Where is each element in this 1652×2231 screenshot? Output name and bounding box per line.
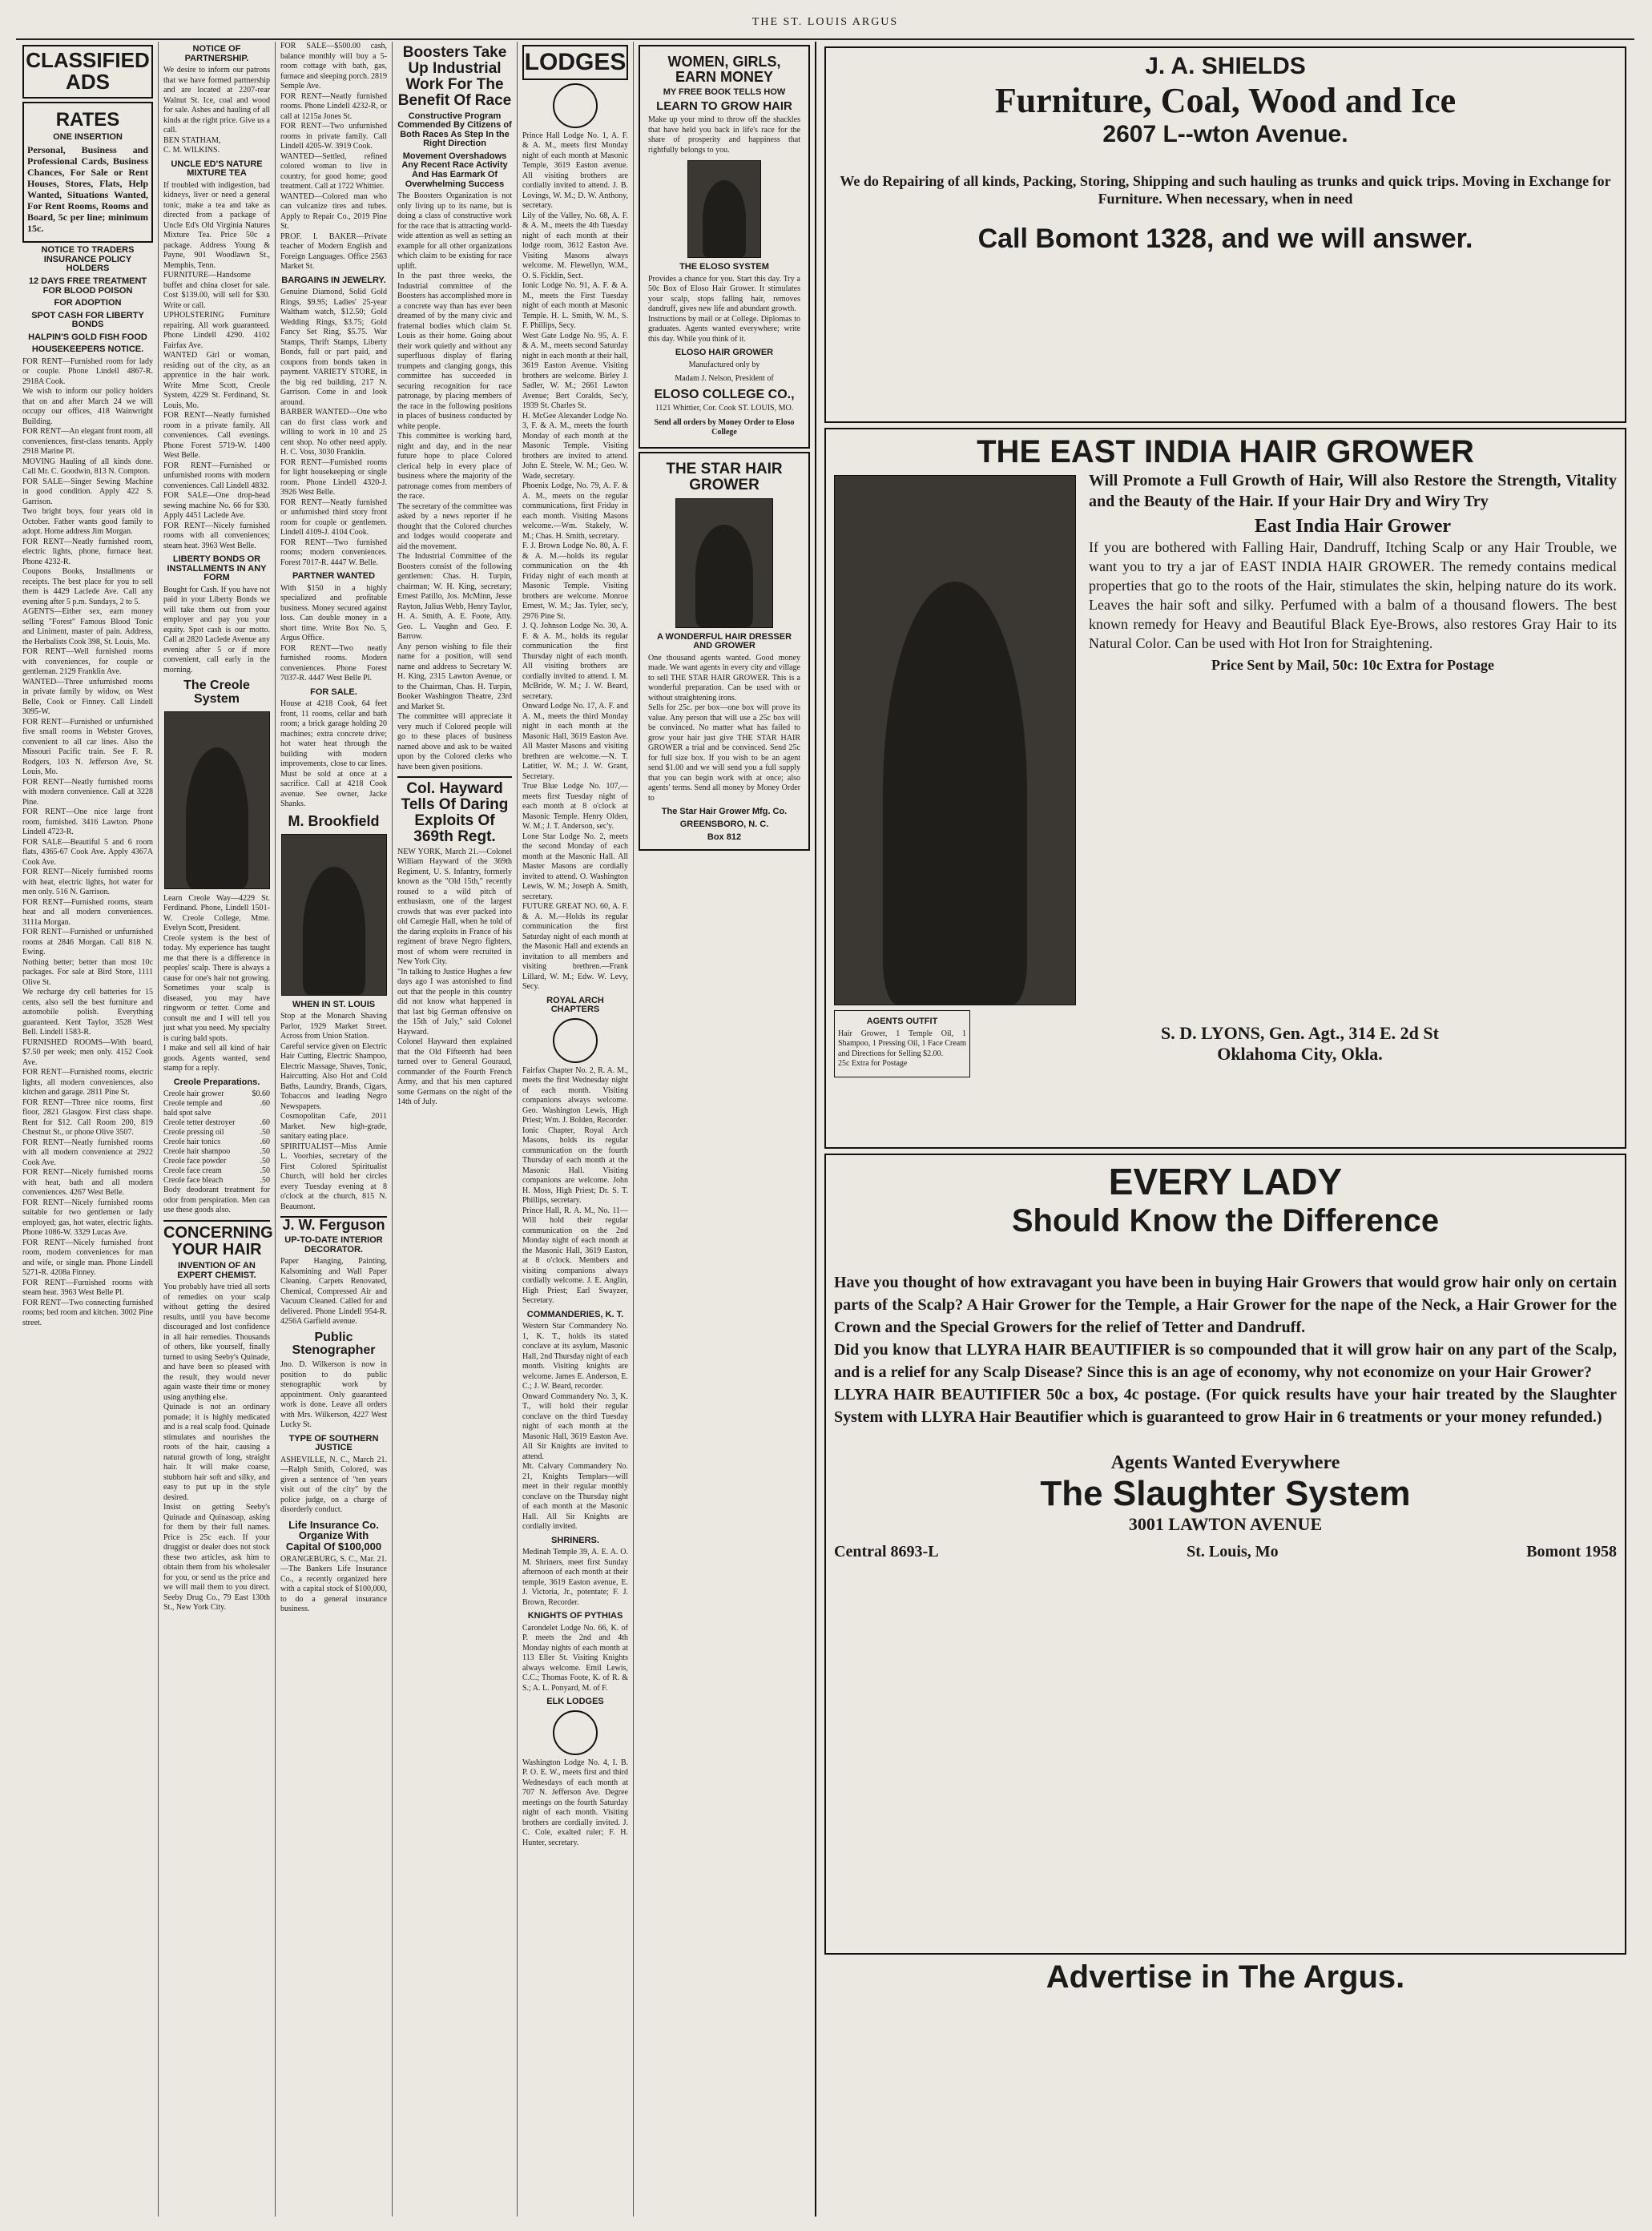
- east-india-agent: S. D. LYONS, Gen. Agt., 314 E. 2d St: [1161, 1022, 1439, 1043]
- gold-fish-heading: HALPIN'S GOLD FISH FOOD: [28, 332, 147, 342]
- price-row: [163, 1166, 270, 1176]
- eloso-ad-text2: Provides a chance for you. Start this day. Try a 50c Box of Eloso Hair Grower. It stimulates your scalp, stops falling hair, removes dandruff, gives new life and abundant growth. Instructions by mail or at College. Diplomas to graduates. Agents wanted everywhere; write this day. While you think of it.: [648, 274, 800, 344]
- price-item-price: .50: [260, 1176, 270, 1186]
- shields-name: J. A. SHIELDS: [1145, 53, 1306, 79]
- partnership-heading: NOTICE OF PARTNERSHIP.: [184, 44, 249, 63]
- liberty-bonds-heading: SPOT CASH FOR LIBERTY BONDS: [31, 310, 144, 330]
- partner-wanted-heading: PARTNER WANTED: [292, 571, 376, 582]
- agents-outfit-text: Hair Grower, 1 Temple Oil, 1 Shampoo, 1 Pressing Oil, 1 Face Cream and Directions for Selling $2.00. 25c Extra for Postage: [838, 1029, 966, 1069]
- commanderies-heading: COMMANDERIES, K. T.: [526, 1309, 624, 1319]
- hayward-article: NEW YORK, March 21.—Colonel William Hayward of the 369th Regiment, U. S. Infantry, formerly known as the "Old 15th," recently roused to a wild pitch of enthusiasm, one of the largest crowds that was ever packed into old Carnegie Hall, when he told of the daring exploits in France of his regiment of brave Negro fighters, most of whom were recruited in New York City. "In talking to Justice Hughes a few days ago I was astonished to find out that the people in this country did not know what happened in that last big German offensive on the 15th of July," said Colonel Hayward. Colonel Hayward then explained that the Old Fifteenth had been turned over to General Gouraud, commander of the Fourth French Army, and that his men captured some Germans on the night of the 14th of July.: [397, 847, 512, 1107]
- ferguson-text: Paper Hanging, Painting, Kalsomining and Wall Paper Cleaning. Carpets Renovated, Chemical, Compressed Air and Vacuum Cleaned. Called for and delivered. Phone Lindell 954-R. 4256A Garfield avenue.: [280, 1257, 387, 1327]
- southern-justice-heading: TYPE OF SOUTHERN JUSTICE: [288, 1433, 379, 1453]
- east-india-ad: [824, 428, 1626, 1149]
- royal-arch-heading: ROYAL ARCH CHAPTERS: [546, 995, 604, 1015]
- shields-address: 2607 L--wton Avenue.: [1102, 121, 1348, 147]
- classified-listings: FOR RENT—Furnished room for lady or couple. Phone Lindell 4867-R. 2918A Cook. We wish to inform our policy holders that on and after March 24 we will occupy our offices, 418 Wainwright Building. FOR RENT—An elegant front room, all conveniences, first-class tenants. Apply 2918 Marine Pl. MOVING Hauling of all kinds done. Call Mr. C. Goodwin, 813 N. Compton. FOR SALE—Singer Sewing Machine in good condition. Apply 422 S. Garrison. Two bright boys, four years old in October. Father wants good family to adopt. Home address Jim Morgan. FOR RENT—Neatly furnished room, electric lights, phone, furnace heat. Phone 4232-R. Coupons Books, Installments or receipts. The best place for you to sell them is 4429 Laclede Ave. Call any evening after 5 p.m. Sundays, 2 to 5. AGENTS—Either sex, earn money selling "Forest" Famous Blood Tonic and Liniment, master of pain. Address, the Herbalists Cook 398, St. Louis, Mo. FOR RENT—Well furnished rooms with conveniences, for couple or gentleman. 2129 Franklin Ave. WANTED—Three unfurnished rooms in private family by widow, on West Belle, Cook or Finney. Call Lindell 3095-W. FOR RENT—Furnished or unfurnished five small rooms in Webster Groves, convenient to all car lines. Also the Missouri Pacific train. See F. R. Rodgers, 103 N. Jefferson Ave, St. Louis, Mo. FOR RENT—Neatly furnished rooms with modern convenience. Call at 3228 Pine. FOR RENT—One nice large front room, furnished. 3416 Lawton. Phone Lindell 4723-R. FOR SALE—Beautiful 5 and 6 room flats, 4365-67 Cook Ave. Apply 4367A Cook Ave. FOR RENT—Nicely furnished rooms with heat, electric lights, hot water for men only. 516 N. Garrison. FOR RENT—Furnished rooms, steam heat and all modern conveniences. 3111a Morgan. FOR RENT—Furnished or unfurnished rooms at 2846 Morgan. Call 818 N. Ewing. Nothing better; better than most 10c packages. For sale at Bird Store, 1111 Olive St. We recharge dry cell batteries for 15 cents, also sell the best furniture and automobile polish. Everything guaranteed. Kent Taylor, 3528 West Bell. Lindell 1583-R. FURNISHED ROOMS—With board, $7.50 per week; men only. 4152 Cook Ave. FOR RENT—Furnished rooms, electric lights, all modern conveniences, also kitchen and garage. 2811 Pine St. FOR RENT—Three nice rooms, first floor, 2821 Glasgow. First class shape. Rent for $12. Call Room 200, 819 Chestnut St., or phone Olive 3507. FOR RENT—Neatly furnished rooms with all modern convenience at 2922 Cook Ave. FOR RENT—Nicely furnished rooms with heat, bath and all modern conveniences. 4267 West Belle. FOR RENT—Nicely furnished rooms suitable for two gentlemen or lady employed; gas, hot water, electric lights. Phone 1086-W. 3329 Lucas Ave. FOR RENT—Nicely furnished front room, modern conveniences for man and wife, or single man. Phone Lindell 5271-R. 4208a Finney. FOR RENT—Furnished rooms with steam heat. 3963 West Belle Pl. FOR RENT—Two connecting furnished rooms; bed room and kitchen. 3002 Pine street.: [22, 356, 153, 1327]
- star-ad-title: THE STAR HAIR GROWER: [666, 460, 783, 493]
- eloso-orders: Send all orders by Money Order to Eloso College: [654, 417, 795, 437]
- slaughter-city: St. Louis, Mo: [1187, 1543, 1279, 1560]
- price-item-name: Creole temple and bald spot salve: [163, 1099, 223, 1118]
- movement-subheadline: Movement Overshadows Any Recent Race Activity And Has Earmark Of Overwhelming Success: [401, 151, 508, 189]
- brookfield-heading: M. Brookfield: [288, 812, 380, 829]
- elk-head-icon: [553, 1710, 598, 1755]
- every-lady-subtitle: Should Know the Difference: [1011, 1203, 1440, 1238]
- price-item-price: .50: [260, 1157, 270, 1166]
- lodges-listing: Prince Hall Lodge No. 1, A. F. & A. M., meets first Monday night of each month at Masonic Temple, 3619 Easton avenue. All visiting brothers are cordially invited to attend. J. B. Lovings, W. M.; D. W. Anthony, secretary. Lily of the Valley, No. 68, A. F. & A. M., meets the 4th Tuesday night of each month at their lodge room, 3612 Easton Ave. Visiting Masons always welcome. M. Flewellyn, W.M., O. S. Ficklin, Sect. Ionic Lodge No. 91, A. F. & A. M., meets the First Tuesday night of each month at Masonic Temple. H. L. Smith, W. M., S. F. Phillips, Secy. West Gate Lodge No. 95, A. F. & A. M., meets second Saturday night in each month at their hall, 3619 Easton Avenue. Visiting brothers are welcome. Birley J. Sadler, W. M.; 2661 Lawton Avenue; Bert Coralds, Sec'y, 1939 St. Charles St. H. McGee Alexander Lodge No. 3, F. & A. M., meets the fourth Monday of each month at the Masonic Temple. Visiting brothers are invited to attend. John E. Steele, W. M.; Geo. W. Wade, secretary. Phoenix Lodge, No. 79, A. F. & A. M., meets on the regular communications, first Friday in each month. Visiting Masons welcome.—Wm. Stakely, W. M.; Chas. H. Smith, secretary. F. J. Brown Lodge No. 80, A. F. & A. M.—holds its regular communication on the 4th Friday night of each month at Masonic Temple. Visiting brothers are welcome. Monroe Ernest, W. M.; Jas. Tyler, sec'y, 2976 Pine St. J. Q. Johnson Lodge No. 30, A. F. & A. M., holds its regular communication the first Thursday night of each month. All visiting brothers are cordially invited to attend. I. M. McBride, W. M.; J. W. Beard, secretary. Onward Lodge No. 17, A. F. and A. M., meets the third Monday night in each month at the Masonic Hall, 3619 Easton Ave. All Master Masons and visiting brethren are welcome.—N. T. Latitier, W. M.; J. W. Grant, Secretary. True Blue Lodge No. 107,—meets first Tuesday night of each month at 8 o'clock at Masonic Temple. Henry Olden, W. M.; J. T. Anderson, sec'y. Lone Star Lodge No. 2, meets the second Monday of each month at the Masonic Hall. All Master Masons are cordially invited to attend. O. Washington Lewis, W. M.; Joseph A. Smith, secretary. FUTURE GREAT NO. 60, A. F. & A. M.—Holds its regular communication the first Saturday night of each month at the Masonic Hall and extends an invitation to all members and visiting brethren.—Frank Lillard, W. M.; Edw. W. Levy, Secy.: [522, 131, 628, 991]
- price-item-price: .60: [260, 1099, 270, 1109]
- column-3: [276, 42, 393, 2217]
- creole-price-list: [163, 1089, 270, 1186]
- star-ad-text: One thousand agents wanted. Good money made. We want agents in every city and village to sell THE STAR HAIR GROWER. This is a wonderful preparation. Can be used with or without straightening irons. Sells for 25c. per box—one box will prove its value. Any person that will use a 25c box will be convinced. No matter what has failed to grow your hair just give THE STAR HAIR GROWER a trial and be convinced. Send 25c for full size box. If you wish to be an agent send $1.00 and we will send you a full supply that you can begin work with at once; also agents' terms. Send all money by Money Order to: [648, 653, 800, 803]
- partner-wanted-text: With $150 in a highly specialized and profitable business. Money secured against loss. Can double money in a short time. Write Box No. 5, Argus Office. FOR RENT—Two neatly furnished rooms. Modern conveniences. Phone Forest 7037-R. 4447 West Belle Pl.: [280, 583, 387, 683]
- price-item-price: .60: [260, 1118, 270, 1128]
- price-item-price: .50: [260, 1128, 270, 1138]
- blood-poison-heading: 12 DAYS FREE TREATMENT FOR BLOOD POISON: [28, 276, 147, 296]
- column-7-wide-ads: [816, 42, 1634, 2217]
- boosters-article: The Boosters Organization is not only living up to its name, but is doing a class of constructive work for the race that is attracting world-wide attention as well as setting an example for all other organizations which claim to be existing for race uplift. In the past three weeks, the Industrial committee of the Boosters has accomplished more in a concrete way than has ever been dreamed of by the many civic and fraternal bodies which claim St. Louis as their home. Going about their work quietly and without any superfluous display of flaring trumpets and clanging gongs, this committee has succeeded in securing recognition for race patronage, by placing members of the race in the following positions in places of business conducted by white people. This committee is working hard, night and day, and in the near future hope to place Colored clerical help in every place of business where the majority of the patronage comes from members of the race. The secretary of the committee was asked by a news reporter if he thought that the Colored churches and lodges would cooperate and aid the movement. The Industrial Committee of the Boosters consist of the following gentlemen: Chas. H. Turpin, chairman; W. H. King, secretary; Ernest Patillo, Jos. McMinn, Jesse Rayton, Julius Webb, Henry Taylor, H. A. Smith, A. E. Foote, Atty. Geo. L. Vaughn and Geo. F. Barrow. Any person wishing to file their name for a position, will send name and address to Secretary W. H. King, 2315 Lawton Avenue, or to the Chairman, Chas. H. Turpin, Booker Washington Theatre, 23rd and Market St. The committee will appreciate it very much if Colored people will go to these places of business named above and ask to be waited upon by the Colored clerks who have been given positions.: [397, 191, 512, 771]
- ferguson-heading: J. W. Ferguson: [280, 1216, 387, 1233]
- price-row: [163, 1157, 270, 1166]
- adoption-heading: FOR ADOPTION: [54, 298, 122, 308]
- creole-preparations-heading: Creole Preparations.: [173, 1077, 260, 1087]
- star-ad-mfg: The Star Hair Grower Mfg. Co.: [661, 807, 788, 817]
- eloso-ad-title: WOMEN, GIRLS, EARN MONEY: [667, 54, 781, 85]
- column-classified: [18, 42, 159, 2217]
- price-row: [163, 1089, 270, 1099]
- eloso-ad-learn: LEARN TO GROW HAIR: [656, 99, 792, 114]
- ferguson-subheading: UP-TO-DATE INTERIOR DECORATOR.: [284, 1234, 383, 1254]
- price-item-name: Creole tetter destroyer: [163, 1118, 236, 1128]
- stenographer-text: Jno. D. Wilkerson is now in position to do public stenographic work by appointment. Only guaranteed work is done. Leave all orders with Mrs. Wilkerson, 4227 West Lucky St.: [280, 1360, 387, 1430]
- shields-text: We do Repairing of all kinds, Packing, Storing, Shipping and such hauling as trunks and quick trips. Moving in Exchange for Furniture. When necessary, when in need: [840, 173, 1611, 207]
- eloso-grower-heading: ELOSO HAIR GROWER: [675, 348, 774, 358]
- east-india-name: East India Hair Grower: [1254, 516, 1452, 537]
- price-row: [163, 1147, 270, 1157]
- east-india-price: Price Sent by Mail, 50c: 10c Extra for Postage: [1211, 657, 1495, 673]
- price-item-name: Creole face powder: [163, 1157, 227, 1166]
- price-row: [163, 1099, 270, 1118]
- masonic-emblem-icon: [553, 83, 598, 128]
- for-sale-heading: FOR SALE.: [310, 687, 357, 697]
- lodges-title: LODGES: [522, 45, 628, 80]
- hayward-headline: Col. Hayward Tells Of Daring Exploits Of 369th Regt.: [397, 776, 512, 845]
- eloso-portrait-photo: [687, 160, 761, 258]
- liberty-heading: LIBERTY BONDS OR INSTALLMENTS IN ANY FORM: [167, 554, 267, 583]
- pythias-heading: KNIGHTS OF PYTHIAS: [527, 1611, 623, 1621]
- price-row: [163, 1138, 270, 1147]
- slaughter-address: 3001 LAWTON AVENUE: [1128, 1514, 1323, 1534]
- housekeepers-heading: HOUSEKEEPERS NOTICE.: [31, 344, 144, 355]
- boosters-subheadline: Constructive Program Commended By Citizens of Both Races As Step In the Right Direction: [397, 111, 512, 149]
- shields-title: Furniture, Coal, Wood and Ice: [994, 81, 1457, 120]
- column-lodges: [518, 42, 634, 2217]
- royal-arch-listing: Fairfax Chapter No. 2, R. A. M., meets the first Wednesday night of each month. Visiting companions always welcome. Geo. Washington Lewis, High Priest; Wm. J. Bolden, Recorder. Ionic Chapter, Royal Arch Masons, holds its regular communication on the fourth Thursday of each month at the Masonic Hall. Visiting companions are welcome. John H. Moss, High Priest; Dr. S. T. Phillips, secretary. Prince Hall, R. A. M., No. 11—Will hold their regular communication on the 2nd Monday night of each month at the Masonic Hall, 3619 Easton, at 8 o'clock. Members and visiting companions always cordially welcome. J. E. Anglin, High Priest; Earl Swayzer, Secretary.: [522, 1065, 628, 1306]
- eloso-ad-text: Make up your mind to throw off the shackles that have held you back in life's race for the share of prosperity and happiness that rightfully belongs to you.: [648, 115, 800, 155]
- east-india-title: THE EAST INDIA HAIR GROWER: [977, 434, 1474, 469]
- price-item-name: Creole hair shampoo: [163, 1147, 231, 1157]
- eloso-ad: [639, 45, 810, 449]
- insurance-heading: NOTICE TO TRADERS INSURANCE POLICY HOLDERS: [41, 245, 135, 274]
- creole-text: Learn Creole Way—4229 St. Ferdinand. Phone, Lindell 1501-W. Creole College, Mme. Evelyn Scott, President. Creole system is the best of today. My experience has taught me that there is a difference in peoples' scalp. There is always a cause for one's hair not growing. Sometimes your scalp is diseased, you may have ringworm or tetter. Come and consult me and I will tell you just what you need. My specialty is curing bald spots. I make and sell all kind of hair goods. Agents wanted, send stamp for a reply.: [163, 893, 270, 1073]
- rates-title: RATES: [55, 108, 120, 131]
- east-india-city: Oklahoma City, Okla.: [1217, 1043, 1383, 1064]
- eloso-ad-subtitle: MY FREE BOOK TELLS HOW: [663, 87, 786, 97]
- star-ad-city: GREENSBORO, N. C.: [679, 819, 769, 829]
- price-item-price: .60: [260, 1138, 270, 1147]
- jewelry-text: Genuine Diamond, Solid Gold Rings, $9.95; Ladies' 25-year Waltham watch, $12.50; Gold Wedding Rings, $3.75; Gold Fancy Set Ring, $5.75. War Stamps, Thrift Stamps, Liberty Bonds, full or part paid, and coupons from bonds taken in payment. VARIETY STORE, in the big red building, 217 N. Garrison. Come in and look around. BARBER WANTED—One who can do first class work and willing to work in 10 and 25 cent shop. No other need apply. H. C. Voss, 3030 Franklin. FOR RENT—Furnished rooms for light housekeeping or single room. Phone Lindell 4320-J. 3926 West Belle. FOR RENT—Neatly furnished or unfurnished third story front room for couple or gentlemen. Lindell 4109-J. 4104 Cook. FOR RENT—Two furnished rooms; modern conveniences. Forest 7017-R. 4447 W. Belle.: [280, 288, 387, 567]
- southern-justice-text: ASHEVILLE, N. C., March 21.—Ralph Smith, Colored, was given a sentence of "ten years visit out of the city" by the police judge, on a charge of disorderly conduct.: [280, 1455, 387, 1515]
- price-item-price: .50: [260, 1147, 270, 1157]
- price-row: [163, 1128, 270, 1138]
- col3-listings: FOR SALE—$500.00 cash, balance monthly will buy a 5-room cottage with bath, gas, furnace and sleeping porch. 2819 Semple Ave. FOR RENT—Neatly furnished rooms. Phone Lindell 4232-R, or call at 1215a Jones St. FOR RENT—Two unfurnished rooms in private family. Call Lindell 4205-W. 3919 Cook. WANTED—Settled, refined colored woman to live in country, for good home; good treatment. Call at 1722 Whittier. WANTED—Colored man who can vulcanize tires and tubes. Apply to Repair Co., 2019 Pine St. PROF. I. BAKER—Private teacher of Modern English and Foreign Languages. Office 2563 Market St.: [280, 42, 388, 271]
- concerning-hair-text: You probably have tried all sorts of remedies on your scalp without getting the desired results, until you have become discouraged and lost confidence in all hair remedies. Thousands of others, like yourself, finally turned to using Seeby's Quinade, and have been so pleased with the result, they would never again waste their time or money using anything else. Quinade is not an ordinary pomade; it is highly medicated and is a real scalp food. Quinade stimulates and nourishes the roots of the hair, causing a natural growth of long, straight hair. It will make coarse, stubborn hair soft and silky, and easy to put up in the style desired. Insist on getting Seeby's Quinade and Quinasoap, asking for them by their full names. Price is 25c each. If your druggist or dealer does not stock these two articles, ask him to obtain them from his wholesaler for you, or send us the price and we will mail them to you direct. Seeby Drug Co., 79 East 130th St., New York City.: [163, 1283, 270, 1613]
- east-india-silhouette-photo: [834, 475, 1076, 1005]
- keystone-emblem-icon: [553, 1018, 598, 1063]
- price-item-name: Creole hair grower: [163, 1089, 224, 1099]
- eloso-manufactured: Manufactured only by: [688, 360, 760, 369]
- price-item-name: Creole face cream: [163, 1166, 222, 1176]
- rates-text: Personal, Business and Professional Cards, Business Chances, For Sale or Rent Houses, Stores, Flats, Help Wanted, Situations Wanted, For Rent Rooms, Rooms and Board, 5c per line; minimum 15c.: [27, 144, 148, 235]
- star-ad-box: Box 812: [707, 832, 742, 842]
- creole-portrait-photo: [164, 711, 270, 889]
- classified-title: CLASSIFIED ADS: [22, 45, 153, 99]
- insurance-co-text: ORANGEBURG, S. C., Mar. 21.—The Bankers Life Insurance Co., a recently organized here with a capital stock of $100,000, to do a general insurance business.: [280, 1554, 387, 1614]
- eloso-president: Madam J. Nelson, President of: [675, 374, 774, 384]
- partnership-text: We desire to inform our patrons that we have formed partnership and are located at 2207-rear Walnut St. Ice, coal and wood for sale. Ashes and hauling of all kinds at the right price. Give us a call. BEN STATHAM, C. M. WILKINS.: [163, 66, 270, 155]
- shields-ad: [824, 46, 1626, 423]
- star-ad-subtitle: A WONDERFUL HAIR DRESSER AND GROWER: [656, 631, 792, 651]
- boosters-headline: Boosters Take Up Industrial Work For The Benefit Of Race: [397, 44, 512, 109]
- slaughter-phone-bomont: Bomont 1958: [1526, 1543, 1617, 1560]
- slaughter-system: The Slaughter System: [1040, 1474, 1411, 1513]
- east-india-text2: If you are bothered with Falling Hair, Dandruff, Itching Scalp or any Hair Trouble, we want you to try a jar of EAST INDIA HAIR GROWER. The remedy contains medical properties that go to the roots of the Hair, stimulates the skin, helping nature do its work. Leaves the hair soft and silky. Perfumed with a balm of a thousand flowers. The best known remedy for Heavy and Beautiful Black Eye-Brows, also restores Gray Hair to its Natural Color. Can be used with Hot Iron for Straightening.: [1089, 539, 1617, 651]
- column-4: [393, 42, 518, 2217]
- slaughter-phone-central: Central 8693-L: [834, 1543, 939, 1560]
- elk-heading: ELK LODGES: [546, 1697, 604, 1707]
- price-item-name: Creole hair tonics: [163, 1138, 221, 1147]
- masthead: THE ST. LOUIS ARGUS: [16, 16, 1634, 40]
- column-2: [159, 42, 276, 2217]
- for-sale-text: House at 4218 Cook, 64 feet front, 11 rooms, cellar and bath room; a brick garage holding 20 machines; extra concrete drive; hot water heat through the building with modern improvements, close to car lines. Must be sold at once at a sacrifice. Call at 4218 Cook avenue. See owner, Jacke Shanks.: [280, 699, 387, 809]
- star-hair-grower-ad: [639, 452, 810, 851]
- eloso-system-heading: THE ELOSO SYSTEM: [679, 262, 769, 272]
- every-lady-title: EVERY LADY: [1108, 1161, 1343, 1202]
- rates-box: [22, 102, 153, 244]
- jewelry-heading: BARGAINS IN JEWELRY.: [281, 275, 386, 285]
- eloso-address: 1121 Whittier, Cor. Cook ST. LOUIS, MO.: [655, 404, 794, 413]
- brookfield-portrait-photo: [281, 834, 387, 996]
- price-item-name: Creole pressing oil: [163, 1128, 224, 1138]
- price-item-name: Creole face bleach: [163, 1176, 224, 1186]
- rates-subtitle: ONE INSERTION: [53, 131, 123, 142]
- star-ad-silhouette-photo: [675, 498, 773, 628]
- liberty-text: Bought for Cash. If you have not paid in your Liberty Bonds we will take them out from your employer and pay you your equity. Spot cash is our motto. Call at 2820 Laclede Avenue any evening after 5 or if more convenient, call early in the morning.: [163, 585, 270, 675]
- invention-heading: INVENTION OF AN EXPERT CHEMIST.: [177, 1260, 256, 1280]
- price-row: [163, 1176, 270, 1186]
- shriners-listing: Medinah Temple 39, A. E. A. O. M. Shriners, meet first Sunday afternoon of each month at their temple, 3619 Easton avenue, E. J. Victoria, Jr., potentate; F. J. Brown, Recorder.: [522, 1548, 628, 1607]
- brookfield-text: Stop at the Monarch Shaving Parlor, 1929 Market Street. Across from Union Station. Careful service given on Electric Hair Cutting, Electric Shampoo, Electric Massage, Shaves, Tonic, Haircutting. Also Hot and Cold Baths, Laundry, Brands, Cigars, Tobaccos and leading Negro Newspapers. Cosmopolitan Cafe, 2011 Market. New high-grade, sanitary eating place. SPIRITUALIST—Miss Annie L. Voorhies, secretary of the First Colored Spiritualist Church, will hold her circles every Tuesday evening at 8 o'clock at the church, 815 N. Beaumont.: [280, 1012, 387, 1211]
- price-item-price: .50: [260, 1166, 270, 1176]
- when-in-st-louis-heading: WHEN IN ST. LOUIS: [292, 999, 376, 1009]
- every-lady-ad: [824, 1154, 1626, 1955]
- pythias-listing: Carondelet Lodge No. 66, K. of P. meets the 2nd and 4th Monday nights of each month at 113 Eller St. Visiting Knights always welcome. Emil Lewis, C.C.; Thomas Foote, K. of R. & S.; A. L. Ponyard, M. of F.: [522, 1623, 628, 1693]
- insurance-co-heading: Life Insurance Co. Organize With Capital Of $100,000: [285, 1518, 382, 1553]
- tea-text: If troubled with indigestion, bad kidneys, liver or need a general tonic, make a tea and take as directed from a package of Uncle Ed's Old Virginia Natures Mixture Tea. Price 50c a package. Address Young & Payne, 901 Woodlawn St., Memphis, Tenn. FURNITURE—Handsome buffet and china closet for sale. Cost $139.00, will sell for $30. Write or call. UPHOLSTERING Furniture repairing. All work guaranteed. Phone Lindell 4290. 4102 Fairfax Ave. WANTED Girl or woman, residing out of the city, as an apprentice in the hair work. Write Mme Scott, Creole System, 4229 St. Ferdinand, St. Louis, Mo. FOR RENT—Neatly furnished room in a private family. All conveniences. Call evenings. Phone Forest 5719-W. 1400 West Belle. FOR RENT—Furnished or unfurnished rooms with modern conveniences. Call Lindell 4832. FOR SALE—One drop-head sewing machine No. 66 for $30. Apply 4451 Laclede Ave. FOR RENT—Nicely furnished rooms with all conveniences; steam heat. 3963 West Belle.: [163, 180, 270, 550]
- tea-heading: UNCLE ED'S NATURE MIXTURE TEA: [171, 159, 263, 179]
- creole-heading: The Creole System: [183, 679, 250, 707]
- shriners-heading: SHRINERS.: [551, 1535, 599, 1545]
- price-row: [163, 1118, 270, 1128]
- concerning-hair-heading: CONCERNING YOUR HAIR: [163, 1220, 270, 1258]
- every-lady-text: Have you thought of how extravagant you have been in buying Hair Growers that would grow hair only on certain parts of the Scalp? A Hair Grower for the Temple, a Hair Grower for the nape of the Neck, a Hair Grower for the Crown and the Special Growers for the relief of Tetter and Dandruff. Did you know that LLYRA HAIR BEAUTIFIER is so compounded that it will grow hair on any part of the Scalp, and is a relief for any Scalp Disease? Since this is an age of economy, why not economize on your Hair Grower? LLYRA HAIR BEAUTIFIER 50c a box, 4c postage. (For quick results have your hair treated by the Slaughter System with LLYRA Hair Beautifier which is guaranteed to grow Hair in 6 treatments or your money refunded.): [834, 1274, 1617, 1426]
- east-india-text: Will Promote a Full Growth of Hair, Will also Restore the Strength, Vitality and the Beauty of the Hair. If your Hair Dry and Wiry Try: [1089, 472, 1617, 510]
- agents-wanted: Agents Wanted Everywhere: [1110, 1452, 1340, 1473]
- commanderies-listing: Western Star Commandery No. 1, K. T., holds its stated conclave at its asylum, Masonic Hall, 2nd Thursday night of each month. Visiting knights are welcome. James E. Anderson, E. C.; J. W. Beard, recorder. Onward Commandery No. 3, K. T., will hold their regular conclave on the third Tuesday night of each month at the Masonic Hall, 3619 Easton Ave. All Sir Knights are invited to attend. Mt. Calvary Commandery No. 21, Knights Templars—will meet in their regular monthly conclave on the Thursday night of each month at the Masonic Hall. All Sir Knights are cordially invited.: [522, 1322, 629, 1532]
- price-item-price: $0.60: [252, 1089, 270, 1099]
- shields-call: Call Bomont 1328, and we will answer.: [977, 224, 1473, 254]
- agents-outfit-heading: AGENTS OUTFIT: [866, 1017, 938, 1026]
- creole-deodorant-text: Body deodorant treatment for odor from perspiration. Men can use these goods also.: [163, 1186, 270, 1215]
- stenographer-heading: Public Stenographer: [292, 1330, 376, 1358]
- column-6-hair-ads: [634, 42, 816, 2217]
- advertise-banner: Advertise in The Argus.: [1046, 1959, 1405, 1995]
- eloso-college-name: ELOSO COLLEGE CO.,: [654, 387, 795, 401]
- elk-listing: Washington Lodge No. 4, I. B. P. O. E. W., meets first and third Wednesdays of each month at 707 N. Jefferson Ave. Degree meetings on the fourth Saturday night of each month. Visiting brothers are cordially invited. J. C. Cole, exalted ruler; F. H. Hunter, secretary.: [522, 1758, 628, 1847]
